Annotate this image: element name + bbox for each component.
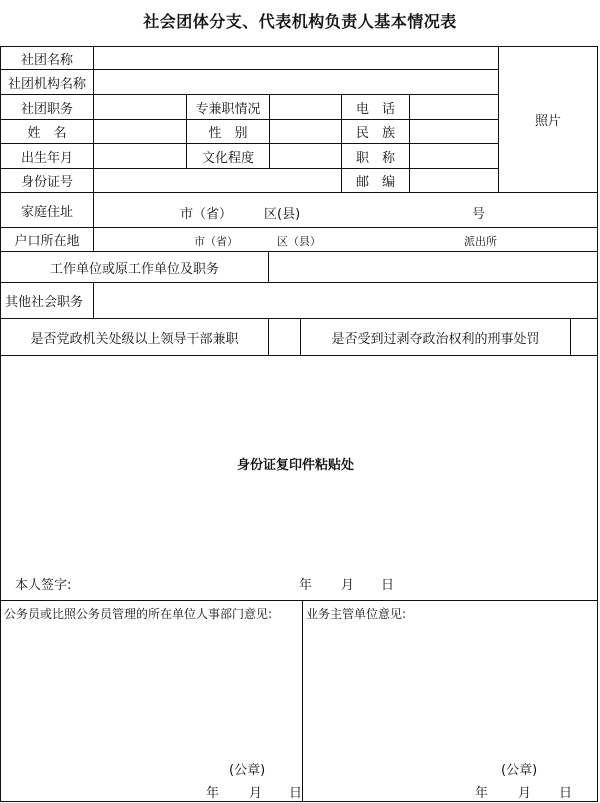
signature-label: 本人签字: — [15, 578, 72, 593]
label-birth: 出生年月 — [1, 144, 94, 169]
field-branch-name[interactable] — [94, 70, 499, 95]
label-home-address: 家庭住址 — [1, 193, 94, 228]
label-education: 文化程度 — [187, 144, 270, 169]
photo-label: 照片 — [534, 114, 561, 129]
opinion-personnel-seal: (公章) — [229, 763, 266, 778]
field-id-number[interactable] — [94, 169, 342, 193]
id-copy-label: 身份证复印件粘贴处 — [237, 458, 355, 473]
address-city: 市（省） — [180, 207, 233, 222]
sign-day: 日 — [381, 578, 395, 593]
label-workplace: 工作单位或原工作单位及职务 — [1, 252, 269, 283]
hukou-city: 市（省） — [194, 235, 238, 248]
sign-month: 月 — [341, 578, 355, 593]
label-other-social: 其他社会职务 — [1, 283, 94, 319]
label-gender: 性 别 — [187, 120, 270, 144]
label-phone: 电 话 — [342, 95, 410, 120]
address-number: 号 — [472, 207, 486, 222]
label-fulltime: 专兼职情况 — [187, 95, 270, 120]
label-id-number: 身份证号 — [1, 169, 94, 193]
field-fulltime[interactable] — [270, 95, 342, 120]
hukou-district: 区（县） — [277, 235, 321, 248]
opinion-personnel-label: 公务员或比照公务员管理的所在单位人事部门意见: — [4, 607, 273, 621]
label-ethnicity: 民 族 — [342, 120, 410, 144]
opinion-supervisor-month: 月 — [518, 786, 532, 801]
field-workplace[interactable] — [269, 252, 597, 283]
opinion-supervisor-year: 年 — [475, 786, 489, 801]
field-home-address[interactable] — [94, 193, 597, 228]
field-gender[interactable] — [270, 120, 342, 144]
id-copy-area[interactable] — [1, 356, 597, 601]
field-deprived[interactable] — [571, 319, 597, 356]
address-district: 区(县) — [264, 207, 301, 222]
sign-year: 年 — [299, 578, 313, 593]
field-org-position[interactable] — [94, 95, 187, 120]
field-name[interactable] — [94, 120, 187, 144]
label-deprived: 是否受到过剥夺政治权利的刑事处罚 — [301, 319, 571, 356]
opinion-personnel-month: 月 — [249, 786, 263, 801]
page-title: 社会团体分支、代表机构负责人基本情况表 — [143, 11, 457, 31]
opinion-supervisor-day: 日 — [559, 786, 573, 801]
opinion-personnel-dept[interactable] — [1, 601, 303, 801]
field-hukou[interactable] — [94, 228, 597, 252]
photo-box[interactable] — [499, 47, 597, 193]
hukou-police-station: 派出所 — [464, 235, 497, 248]
label-branch-name: 社团机构名称 — [1, 70, 94, 95]
field-other-social[interactable] — [94, 283, 597, 319]
opinion-personnel-day: 日 — [289, 786, 303, 801]
form-table — [0, 46, 598, 802]
label-postcode: 邮 编 — [342, 169, 410, 193]
field-postcode[interactable] — [410, 169, 499, 193]
field-birth[interactable] — [94, 144, 187, 169]
opinion-supervisor[interactable] — [303, 601, 597, 801]
field-education[interactable] — [270, 144, 342, 169]
opinion-supervisor-label: 业务主管单位意见: — [306, 607, 407, 621]
label-org-position: 社团职务 — [1, 95, 94, 120]
field-phone[interactable] — [410, 95, 499, 120]
field-org-name[interactable] — [94, 47, 499, 70]
label-hukou: 户口所在地 — [1, 228, 94, 252]
field-ethnicity[interactable] — [410, 120, 499, 144]
label-name: 姓 名 — [1, 120, 94, 144]
label-title-rank: 职 称 — [342, 144, 410, 169]
opinion-personnel-year: 年 — [206, 786, 220, 801]
label-org-name: 社团名称 — [1, 47, 94, 70]
label-party-cadre: 是否党政机关处级以上领导干部兼职 — [1, 319, 269, 356]
field-party-cadre[interactable] — [269, 319, 301, 356]
field-title-rank[interactable] — [410, 144, 499, 169]
opinion-supervisor-seal: (公章) — [501, 763, 538, 778]
